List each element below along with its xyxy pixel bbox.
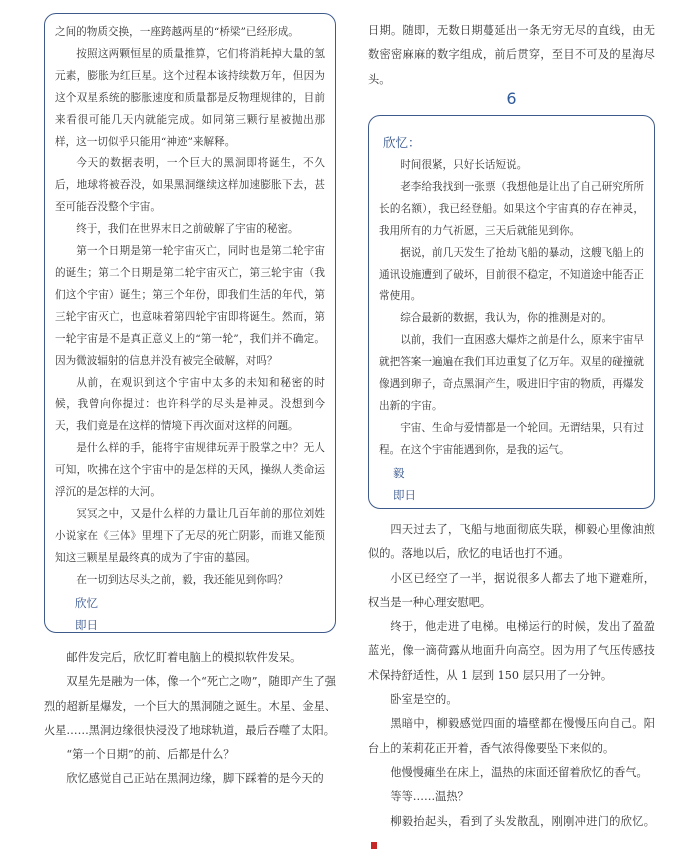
- story-paragraph: 小区已经空了一半，据说很多人都去了地下避难所，权当是一种心理安慰吧。: [368, 571, 655, 609]
- story-text-right-top: [368, 19, 655, 92]
- story-paragraph: 他慢慢瘫坐在床上，温热的床面还留着欣忆的香气。: [390, 765, 648, 779]
- story-text-right: [368, 518, 655, 858]
- letter-paragraph: 时间很紧，只好长话短说。: [400, 159, 528, 171]
- letter-signature-date: 即日: [75, 617, 98, 632]
- letter-paragraph: 今天的数据表明，一个巨大的黑洞即将诞生，不久后，地球将被吞没，如果黑洞继续这样加速膨胀下去，甚至可能吞没整个宇宙。: [55, 157, 325, 214]
- story-paragraph: 黑暗中，柳毅感觉四面的墙壁都在慢慢压向自己。阳台上的茉莉花正开着，香气浓得像要坠下来似的。: [368, 717, 655, 755]
- letter-paragraph: 之间的物质交换，一座跨越两星的“桥梁”已经形成。: [55, 26, 299, 38]
- story-paragraph: 等等……温热？: [390, 790, 469, 804]
- story-text-left: [44, 646, 336, 792]
- page-number: 6: [506, 89, 517, 108]
- story-paragraph-text: 柳毅抬起头，看到了头发散乱，刚刚冲进门的欣忆。: [390, 814, 655, 828]
- story-paragraph: 双星先是融为一体，像一个“死亡之吻”，随即产生了强烈的超新星爆发，一个巨大的黑洞随之诞生。木星、金星、火星……黑洞边缘很快浸没了地球轨道，最后吞噬了太阳。: [44, 675, 336, 737]
- story-paragraph: “第一个日期”的前、后都是什么？: [66, 748, 235, 762]
- letter-paragraph: 从前，在观识到这个宇宙中太多的未知和秘密的时候，我曾向你提过：也许科学的尽头是神灵。没想到今天，我们竟是在这样的情境下再次面对这样的问题。: [55, 376, 325, 433]
- letter-paragraph: 按照这两颗恒星的质量推算，它们将消耗掉大量的氢元素，膨胀为红巨星。这个过程本该持续数万年，但因为这个双星系统的膨胀速度和质量都是反物理规律的，目前来看很可能几天内就能完成。如同第三颗行星被抛出那样，这一切似乎只能用“神迹”来解释。: [55, 47, 325, 148]
- story-paragraph: 欣忆感觉自己正站在黑洞边缘，脚下踩着的是今天的: [66, 772, 324, 786]
- letter-paragraph: 第一个日期是第一轮宇宙灭亡，同时也是第二轮宇宙的诞生；第二个日期是第二轮宇宙灭亡，第三轮宇宙（我们这个宇宙）诞生；第三个年份，即我们生活的年代，第三轮宇宙灭亡，也意味着第四轮宇宙即将诞生。然而，第一轮宇宙是不是真正意义上的“第一轮”，我们并不确定。因为微波辐射的信息并没有被完全破解，对吗？: [55, 245, 325, 367]
- letter-signature-name: 毅: [393, 465, 405, 480]
- story-paragraph: 日期。随即，无数日期蔓延出一条无穷无尽的直线，由无数密密麻麻的数字组成，前后贯穿，至目不可及的星海尽头。: [368, 24, 655, 86]
- story-paragraph: 终于，他走进了电梯。电梯运行的时候，发出了盈盈蓝光，像一滴荷露从地面升向高空。因为用了气压传感技术保持舒适性，从 1 层到 150 层只用了一分钟。: [368, 620, 655, 682]
- letter-paragraph: 终于，我们在世界末日之前破解了宇宙的秘密。: [76, 223, 299, 236]
- letter-box-yi: [368, 115, 655, 509]
- letter-body: [379, 155, 644, 462]
- story-paragraph: [368, 810, 655, 858]
- letter-greeting: 欣忆：: [383, 135, 421, 150]
- letter-body: [55, 22, 325, 592]
- letter-paragraph: 是什么样的手，能将宇宙规律玩弄于股掌之中？无人可知，吹拂在这个宇宙中的是怎样的天风，操纵人类命运浮沉的是怎样的大河。: [55, 442, 325, 499]
- letter-paragraph: 冥冥之中，又是什么样的力量让几百年前的那位刘姓小说家在《三体》里埋下了无尽的死亡阴影，而谁又能预知这三颗星星最终真的成为了宇宙的墓园。: [55, 507, 325, 564]
- story-paragraph: 邮件发完后，欣忆盯着电脑上的模拟软件发呆。: [66, 651, 302, 664]
- letter-signature-name: 欣忆: [75, 595, 98, 610]
- letter-paragraph: 以前，我们一直困惑大爆炸之前是什么，原来宇宙早就把答案一遍遍在我们耳边重复了亿万年。双星的碰撞就像遇到卵子，奇点黑洞产生，吸进旧宇宙的物质，再爆发出新的宇宙。: [379, 334, 644, 412]
- letter-paragraph: 宇宙、生命与爱情都是一个轮回。无谓结果，只有过程。在这个宇宙能遇到你，是我的运气。: [379, 421, 644, 456]
- story-paragraph: 卧室是空的。: [390, 693, 458, 707]
- letter-paragraph: 老李给我找到一张票（我想他是让出了自己研究所所长的名额），我已经登船。如果这个宇宙真的存在神灵，我用所有的力气祈愿，三天后就能见到你。: [379, 180, 644, 237]
- story-paragraph: 四天过去了，飞船与地面彻底失联，柳毅心里像油煎似的。落地以后，欣忆的电话也打不通。: [368, 523, 655, 561]
- letter-paragraph: 据说，前几天发生了抢劫飞船的暴动，这艘飞船上的通讯设施遭到了破坏，目前很不稳定，不知道途中能否正常使用。: [379, 246, 644, 303]
- letter-signature-date: 即日: [393, 487, 416, 502]
- end-of-article-icon: [371, 842, 377, 849]
- letter-box-xinyi: [44, 13, 336, 633]
- letter-paragraph: 在一切到达尽头之前，毅，我还能见到你吗？: [76, 573, 289, 586]
- letter-paragraph: 综合最新的数据，我认为，你的推测是对的。: [400, 312, 613, 325]
